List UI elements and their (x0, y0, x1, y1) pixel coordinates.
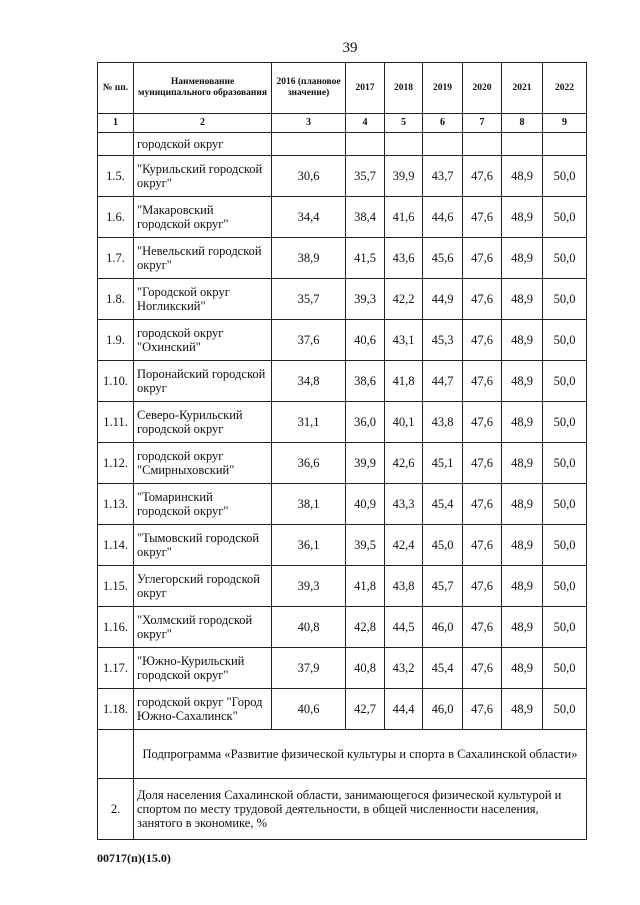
value-2021: 48,9 (502, 525, 543, 566)
value-2021: 48,9 (502, 566, 543, 607)
value-2018: 39,9 (385, 156, 423, 197)
table-row (98, 607, 587, 648)
value-2019: 45,4 (423, 484, 463, 525)
table-row (98, 238, 587, 279)
value-2021: 48,9 (502, 238, 543, 279)
value-2021: 48,9 (502, 689, 543, 730)
value-2018: 42,6 (385, 443, 423, 484)
indicator-table (97, 62, 587, 840)
column-index: 8 (502, 114, 543, 133)
value-2021: 48,9 (502, 320, 543, 361)
row-number: 1.8. (98, 279, 134, 320)
value-2016: 30,6 (272, 156, 346, 197)
page-number: 39 (342, 40, 358, 56)
value-2019: 45,6 (423, 238, 463, 279)
row-number: 1.13. (98, 484, 134, 525)
value-2022: 50,0 (543, 566, 587, 607)
continuation-number-cell (98, 133, 134, 156)
municipality-name: "Холмский городской округ" (134, 607, 272, 648)
value-2020: 47,6 (463, 238, 502, 279)
empty-cell (272, 133, 346, 156)
value-2017: 36,0 (346, 402, 385, 443)
table-row (98, 279, 587, 320)
value-2019: 45,3 (423, 320, 463, 361)
municipality-name: городской округ "Смирныховский" (134, 443, 272, 484)
value-2018: 44,5 (385, 607, 423, 648)
municipality-name: Поронайский городской округ (134, 361, 272, 402)
value-2018: 41,8 (385, 361, 423, 402)
header-municipality: Наименование муниципального образования (134, 63, 272, 114)
value-2020: 47,6 (463, 443, 502, 484)
municipality-name: "Тымовский городской округ" (134, 525, 272, 566)
header-2020: 2020 (463, 63, 502, 114)
column-index: 2 (134, 114, 272, 133)
row-number: 1.15. (98, 566, 134, 607)
value-2020: 47,6 (463, 607, 502, 648)
value-2019: 44,9 (423, 279, 463, 320)
value-2018: 42,4 (385, 525, 423, 566)
value-2017: 41,8 (346, 566, 385, 607)
value-2016: 35,7 (272, 279, 346, 320)
row-number: 1.12. (98, 443, 134, 484)
table-row (98, 443, 587, 484)
header-2018: 2018 (385, 63, 423, 114)
value-2021: 48,9 (502, 197, 543, 238)
value-2017: 42,8 (346, 607, 385, 648)
table-row (98, 484, 587, 525)
value-2021: 48,9 (502, 484, 543, 525)
header-2021: 2021 (502, 63, 543, 114)
value-2020: 47,6 (463, 402, 502, 443)
value-2019: 45,0 (423, 525, 463, 566)
value-2020: 47,6 (463, 566, 502, 607)
value-2018: 43,3 (385, 484, 423, 525)
value-2022: 50,0 (543, 402, 587, 443)
value-2016: 38,1 (272, 484, 346, 525)
value-2022: 50,0 (543, 443, 587, 484)
municipality-name: "Городской округ Ногликский" (134, 279, 272, 320)
value-2020: 47,6 (463, 689, 502, 730)
table-row (98, 648, 587, 689)
continuation-name: городской округ (134, 133, 272, 156)
value-2020: 47,6 (463, 320, 502, 361)
value-2021: 48,9 (502, 361, 543, 402)
row-number: 1.16. (98, 607, 134, 648)
municipality-name: "Невельский городской округ" (134, 238, 272, 279)
value-2021: 48,9 (502, 607, 543, 648)
row-number: 1.7. (98, 238, 134, 279)
value-2016: 36,1 (272, 525, 346, 566)
value-2020: 47,6 (463, 156, 502, 197)
column-index: 4 (346, 114, 385, 133)
value-2016: 38,9 (272, 238, 346, 279)
value-2020: 47,6 (463, 279, 502, 320)
value-2021: 48,9 (502, 648, 543, 689)
row-number: 1.5. (98, 156, 134, 197)
document-code: 00717(п)(15.0) (97, 851, 171, 865)
value-2019: 43,7 (423, 156, 463, 197)
value-2019: 45,1 (423, 443, 463, 484)
empty-cell (346, 133, 385, 156)
table-row (98, 566, 587, 607)
municipality-name: "Курильский городской округ" (134, 156, 272, 197)
value-2019: 44,7 (423, 361, 463, 402)
value-2020: 47,6 (463, 484, 502, 525)
value-2018: 43,1 (385, 320, 423, 361)
value-2017: 39,3 (346, 279, 385, 320)
value-2022: 50,0 (543, 607, 587, 648)
value-2018: 43,2 (385, 648, 423, 689)
row-number: 1.9. (98, 320, 134, 361)
value-2020: 47,6 (463, 648, 502, 689)
subprogram-row (98, 730, 587, 779)
header-2022: 2022 (543, 63, 587, 114)
header-2016: 2016 (плановое значение) (272, 63, 346, 114)
value-2016: 37,9 (272, 648, 346, 689)
value-2017: 35,7 (346, 156, 385, 197)
column-index: 1 (98, 114, 134, 133)
value-2016: 34,8 (272, 361, 346, 402)
indicator-description: Доля населения Сахалинской области, занимающегося физической культурой и спортом по месту трудовой деятельности, в общей численности населения, занятого в экономике, % (134, 779, 587, 840)
value-2019: 45,7 (423, 566, 463, 607)
row-number: 1.17. (98, 648, 134, 689)
value-2019: 44,6 (423, 197, 463, 238)
row-number: 1.6. (98, 197, 134, 238)
value-2017: 40,9 (346, 484, 385, 525)
value-2019: 46,0 (423, 607, 463, 648)
municipality-name: Северо-Курильский городской округ (134, 402, 272, 443)
header-2019: 2019 (423, 63, 463, 114)
value-2016: 40,6 (272, 689, 346, 730)
value-2022: 50,0 (543, 648, 587, 689)
subprogram-title: Подпрограмма «Развитие физической культуры и спорта в Сахалинской области» (134, 730, 587, 779)
subprogram-number-cell (98, 730, 134, 779)
value-2019: 46,0 (423, 689, 463, 730)
municipality-name: "Макаровский городской округ" (134, 197, 272, 238)
table-row (98, 402, 587, 443)
table-row (98, 361, 587, 402)
municipality-name: "Южно-Курильский городской округ" (134, 648, 272, 689)
column-index: 6 (423, 114, 463, 133)
value-2016: 36,6 (272, 443, 346, 484)
value-2017: 40,8 (346, 648, 385, 689)
column-index: 9 (543, 114, 587, 133)
value-2021: 48,9 (502, 402, 543, 443)
value-2020: 47,6 (463, 197, 502, 238)
value-2022: 50,0 (543, 689, 587, 730)
indicator-number: 2. (98, 779, 134, 840)
value-2019: 45,4 (423, 648, 463, 689)
value-2021: 48,9 (502, 443, 543, 484)
municipality-name: Углегорский городской округ (134, 566, 272, 607)
table-row (98, 689, 587, 730)
value-2022: 50,0 (543, 361, 587, 402)
table-header-row (98, 63, 587, 114)
value-2018: 43,8 (385, 566, 423, 607)
column-index-row (98, 114, 587, 133)
value-2018: 44,4 (385, 689, 423, 730)
empty-cell (502, 133, 543, 156)
empty-cell (543, 133, 587, 156)
value-2018: 41,6 (385, 197, 423, 238)
continuation-row (98, 133, 587, 156)
value-2018: 40,1 (385, 402, 423, 443)
header-number: № пп. (98, 63, 134, 114)
row-number: 1.14. (98, 525, 134, 566)
table-row (98, 156, 587, 197)
value-2016: 40,8 (272, 607, 346, 648)
value-2022: 50,0 (543, 156, 587, 197)
column-index: 3 (272, 114, 346, 133)
value-2018: 43,6 (385, 238, 423, 279)
value-2016: 31,1 (272, 402, 346, 443)
value-2017: 41,5 (346, 238, 385, 279)
row-number: 1.11. (98, 402, 134, 443)
value-2022: 50,0 (543, 484, 587, 525)
value-2017: 39,5 (346, 525, 385, 566)
municipality-name: городской округ "Охинский" (134, 320, 272, 361)
value-2022: 50,0 (543, 279, 587, 320)
value-2016: 34,4 (272, 197, 346, 238)
value-2018: 42,2 (385, 279, 423, 320)
value-2022: 50,0 (543, 238, 587, 279)
value-2019: 43,8 (423, 402, 463, 443)
value-2021: 48,9 (502, 156, 543, 197)
value-2020: 47,6 (463, 361, 502, 402)
value-2017: 38,6 (346, 361, 385, 402)
empty-cell (385, 133, 423, 156)
header-2017: 2017 (346, 63, 385, 114)
value-2017: 39,9 (346, 443, 385, 484)
value-2022: 50,0 (543, 197, 587, 238)
empty-cell (463, 133, 502, 156)
column-index: 5 (385, 114, 423, 133)
value-2017: 42,7 (346, 689, 385, 730)
value-2016: 39,3 (272, 566, 346, 607)
value-2016: 37,6 (272, 320, 346, 361)
value-2022: 50,0 (543, 320, 587, 361)
value-2017: 38,4 (346, 197, 385, 238)
value-2021: 48,9 (502, 279, 543, 320)
table-row (98, 525, 587, 566)
municipality-name: городской округ "Город Южно-Сахалинск" (134, 689, 272, 730)
table-row (98, 197, 587, 238)
value-2020: 47,6 (463, 525, 502, 566)
value-2022: 50,0 (543, 525, 587, 566)
row-number: 1.10. (98, 361, 134, 402)
table-row (98, 320, 587, 361)
empty-cell (423, 133, 463, 156)
municipality-name: "Томаринский городской округ" (134, 484, 272, 525)
row-number: 1.18. (98, 689, 134, 730)
indicator-row (98, 779, 587, 840)
column-index: 7 (463, 114, 502, 133)
value-2017: 40,6 (346, 320, 385, 361)
